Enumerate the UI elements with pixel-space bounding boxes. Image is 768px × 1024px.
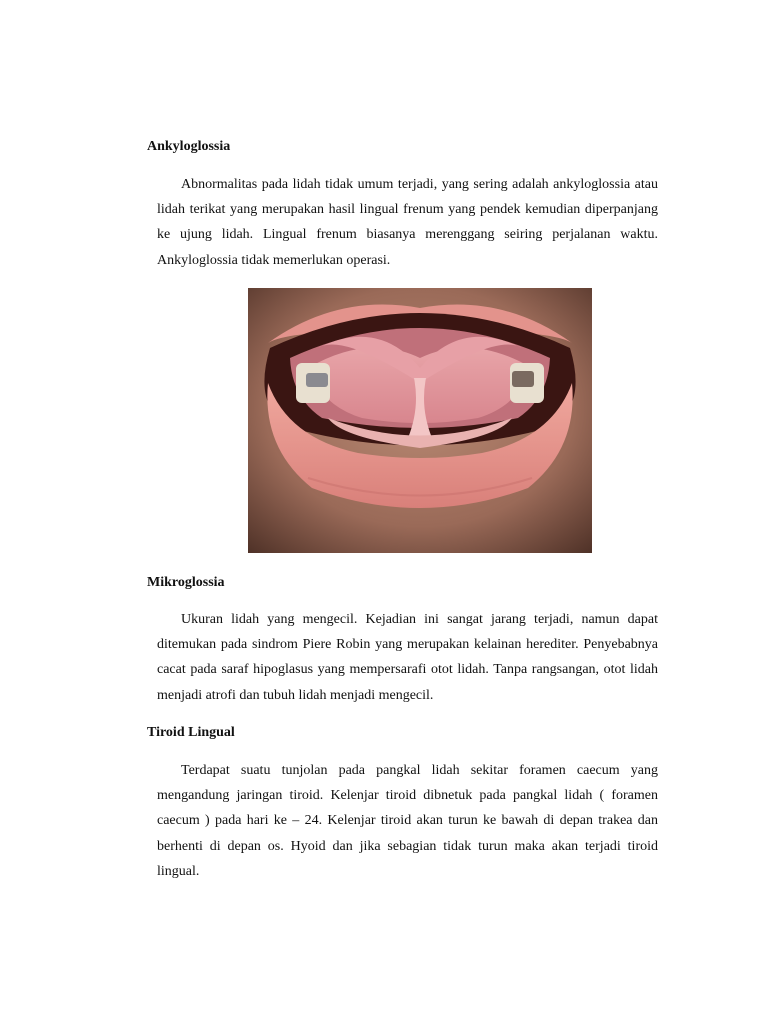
section-paragraph-mikroglossia: Ukuran lidah yang mengecil. Kejadian ini sangat jarang terjadi, namun dapat ditemukan pada sindrom Piere Robin yang merupakan kelainan herediter. Penyebabnya cacat pada saraf hipoglasus yang mempersarafi otot lidah. Tanpa rangsangan, otot lidah menjadi atrofi dan tubuh lidah menjadi mengecil. xyxy=(157,612,658,703)
section-paragraph-ankyloglossia: Abnormalitas pada lidah tidak umum terjadi, yang sering adalah ankyloglossia atau lidah terikat yang merupakan hasil lingual frenum yang pendek kemudian diperpanjang ke ujung lidah. Lingual frenum biasanya merenggang seiring perjalanan waktu. Ankyloglossia tidak memerlukan operasi. xyxy=(157,177,658,268)
section-heading-tiroid-lingual: Tiroid Lingual xyxy=(147,725,235,740)
ankyloglossia-photo xyxy=(248,288,592,553)
section-paragraph-tiroid-lingual: Terdapat suatu tunjolan pada pangkal lidah sekitar foramen caecum yang mengandung jaringan tiroid. Kelenjar tiroid dibnetuk pada pangkal lidah ( foramen caecum ) pada hari ke – 24. Kelenjar tiroid akan turun ke bawah di depan trakea dan berhenti di depan os. Hyoid dan jika sebagian tidak turun maka akan terjadi tiroid lingual. xyxy=(157,763,658,879)
mouth-illustration-icon xyxy=(248,288,592,553)
section-heading-ankyloglossia: Ankyloglossia xyxy=(147,139,231,154)
section-heading-mikroglossia: Mikroglossia xyxy=(147,575,225,590)
